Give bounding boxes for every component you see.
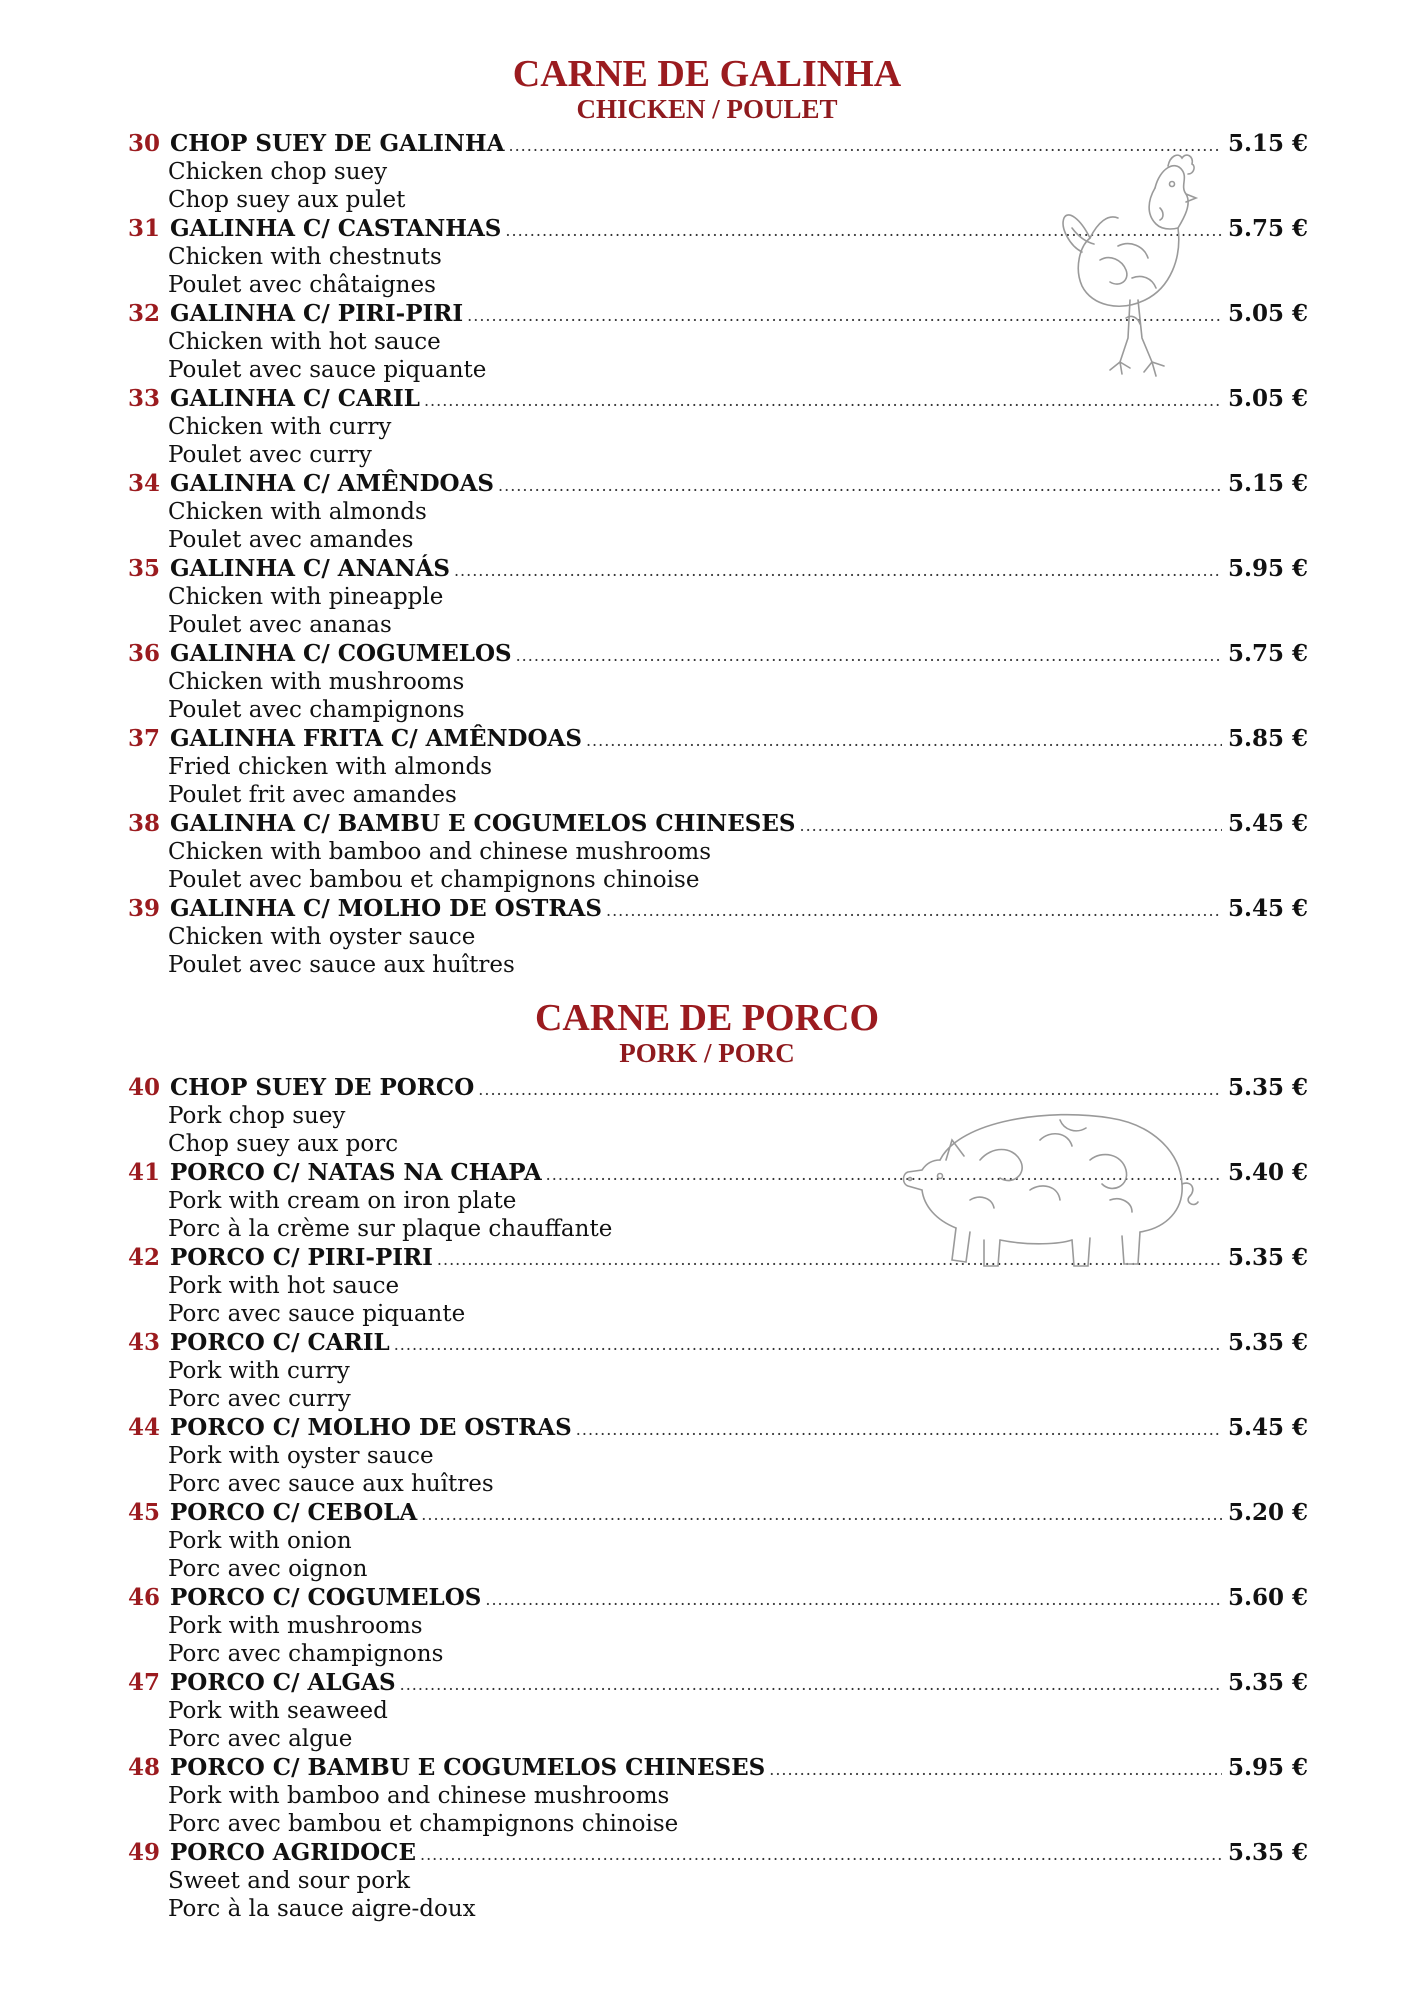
- item-name: PORCO C/ CEBOLA: [170, 1499, 418, 1526]
- item-description-fr: Porc avec bambou et champignons chinoise: [168, 1811, 679, 1837]
- item-description-fr: Porc à la crème sur plaque chauffante: [168, 1216, 613, 1242]
- item-price: 5.35 €: [1227, 1669, 1308, 1696]
- item-description-en: Chicken with bamboo and chinese mushrooms: [168, 839, 712, 865]
- item-description-en: Pork with mushrooms: [168, 1613, 423, 1639]
- item-price: 5.35 €: [1227, 1074, 1308, 1101]
- menu-item: [0, 1159, 1414, 1244]
- menu-item: [0, 1499, 1414, 1584]
- section-title: CARNE DE PORCO: [534, 997, 880, 1039]
- section-subtitle: CHICKEN / POULET: [576, 94, 838, 124]
- menu-item-row: [128, 555, 1308, 584]
- item-number: 38: [128, 810, 161, 837]
- dot-leader: [420, 1845, 1222, 1864]
- item-number: 44: [128, 1414, 161, 1441]
- item-number: 45: [128, 1499, 161, 1526]
- menu-item: [0, 385, 1414, 470]
- item-description-en: Pork chop suey: [168, 1103, 346, 1129]
- pork-section: [0, 998, 1414, 1924]
- item-description-fr: Poulet avec champignons: [168, 697, 465, 723]
- pig-illustration: [900, 1100, 1200, 1270]
- menu-item: [0, 1669, 1414, 1754]
- item-name: GALINHA C/ CARIL: [170, 385, 420, 412]
- item-description-en: Chicken chop suey: [168, 159, 388, 185]
- item-description-fr: Poulet avec bambou et champignons chinoise: [168, 867, 700, 893]
- item-description-fr: Chop suey aux porc: [168, 1131, 399, 1157]
- item-description-en: Pork with hot sauce: [168, 1273, 400, 1299]
- item-name: PORCO C/ NATAS NA CHAPA: [170, 1159, 542, 1186]
- item-number: 37: [128, 725, 161, 752]
- item-number: 49: [128, 1839, 161, 1866]
- item-number: 33: [128, 385, 161, 412]
- item-number: 32: [128, 300, 161, 327]
- menu-item: [0, 1839, 1414, 1924]
- menu-item-row: [128, 1074, 1308, 1103]
- item-description-en: Pork with seaweed: [168, 1698, 388, 1724]
- item-description-fr: Chop suey aux pulet: [168, 187, 406, 213]
- item-description-fr: Poulet avec châtaignes: [168, 272, 436, 298]
- menu-item-row: [128, 810, 1308, 839]
- dot-leader: [478, 1080, 1222, 1099]
- dot-leader: [394, 1335, 1222, 1354]
- item-price: 5.85 €: [1227, 725, 1308, 752]
- item-description-en: Chicken with mushrooms: [168, 669, 465, 695]
- rooster-illustration: [1060, 148, 1200, 398]
- menu-item: [0, 1414, 1414, 1499]
- menu-item: [0, 130, 1414, 215]
- item-description-en: Sweet and sour pork: [168, 1868, 411, 1894]
- item-description-en: Pork with bamboo and chinese mushrooms: [168, 1783, 670, 1809]
- item-description-en: Pork with oyster sauce: [168, 1443, 434, 1469]
- item-description-fr: Porc avec sauce aux huîtres: [168, 1471, 494, 1497]
- menu-item: [0, 1584, 1414, 1669]
- dot-leader: [606, 901, 1222, 920]
- item-name: GALINHA C/ AMÊNDOAS: [170, 470, 495, 497]
- menu-item: [0, 1074, 1414, 1159]
- menu-item: [0, 640, 1414, 725]
- menu-item: [0, 555, 1414, 640]
- item-price: 5.15 €: [1227, 470, 1308, 497]
- item-number: 42: [128, 1244, 161, 1271]
- item-number: 36: [128, 640, 161, 667]
- item-name: PORCO C/ MOLHO DE OSTRAS: [170, 1414, 572, 1441]
- item-price: 5.95 €: [1227, 555, 1308, 582]
- menu-item-row: [128, 1499, 1308, 1528]
- item-description-fr: Poulet avec ananas: [168, 612, 392, 638]
- item-number: 31: [128, 215, 161, 242]
- item-number: 34: [128, 470, 161, 497]
- item-description-fr: Poulet avec sauce aux huîtres: [168, 952, 515, 978]
- item-price: 5.45 €: [1227, 895, 1308, 922]
- dot-leader: [454, 561, 1222, 580]
- item-name: GALINHA FRITA C/ AMÊNDOAS: [170, 725, 582, 752]
- dot-leader: [400, 1675, 1222, 1694]
- menu-item-row: [128, 1754, 1308, 1783]
- menu-item-row: [128, 895, 1308, 924]
- item-number: 40: [128, 1074, 161, 1101]
- dot-leader: [485, 1590, 1222, 1609]
- item-description-en: Chicken with hot sauce: [168, 329, 441, 355]
- dot-leader: [586, 731, 1222, 750]
- item-name: GALINHA C/ PIRI-PIRI: [170, 300, 464, 327]
- item-price: 5.05 €: [1227, 385, 1308, 412]
- dot-leader: [576, 1420, 1222, 1439]
- item-number: 46: [128, 1584, 161, 1611]
- item-description-fr: Poulet avec curry: [168, 442, 372, 468]
- menu-item-row: [128, 470, 1308, 499]
- item-name: GALINHA C/ CASTANHAS: [170, 215, 502, 242]
- menu-item-row: [128, 1414, 1308, 1443]
- menu-item-row: [128, 725, 1308, 754]
- item-name: PORCO C/ ALGAS: [170, 1669, 396, 1696]
- item-description-en: Chicken with pineapple: [168, 584, 444, 610]
- item-description-fr: Porc avec oignon: [168, 1556, 368, 1582]
- item-name: PORCO AGRIDOCE: [170, 1839, 416, 1866]
- item-name: PORCO C/ COGUMELOS: [170, 1584, 482, 1611]
- item-price: 5.35 €: [1227, 1329, 1308, 1356]
- item-name: PORCO C/ BAMBU E COGUMELOS CHINESES: [170, 1754, 766, 1781]
- dot-leader: [421, 1505, 1222, 1524]
- menu-item-row: [128, 1839, 1308, 1868]
- menu-item-row: [128, 1584, 1308, 1613]
- item-price: 5.35 €: [1227, 1244, 1308, 1271]
- item-description-en: Chicken with almonds: [168, 499, 427, 525]
- dot-leader: [799, 816, 1221, 835]
- chicken-section: [0, 54, 1414, 980]
- menu-item: [0, 725, 1414, 810]
- item-description-fr: Porc à la sauce aigre-doux: [168, 1896, 476, 1922]
- item-price: 5.45 €: [1227, 810, 1308, 837]
- item-number: 41: [128, 1159, 161, 1186]
- menu-item: [0, 1754, 1414, 1839]
- item-description-fr: Porc avec champignons: [168, 1641, 444, 1667]
- item-description-en: Chicken with curry: [168, 414, 392, 440]
- menu-item-row: [128, 1669, 1308, 1698]
- item-name: PORCO C/ CARIL: [170, 1329, 390, 1356]
- item-price: 5.60 €: [1227, 1584, 1308, 1611]
- menu-item: [0, 1244, 1414, 1329]
- item-name: GALINHA C/ COGUMELOS: [170, 640, 512, 667]
- item-number: 35: [128, 555, 161, 582]
- item-description-en: Chicken with oyster sauce: [168, 924, 476, 950]
- item-description-fr: Poulet avec sauce piquante: [168, 357, 487, 383]
- item-description-en: Chicken with chestnuts: [168, 244, 442, 270]
- menu-list: [0, 1074, 1414, 1924]
- item-price: 5.05 €: [1227, 300, 1308, 327]
- dot-leader: [769, 1760, 1222, 1779]
- section-subtitle: PORK / PORC: [619, 1038, 795, 1068]
- item-name: CHOP SUEY DE PORCO: [170, 1074, 475, 1101]
- menu-item: [0, 300, 1414, 385]
- item-description-en: Pork with cream on iron plate: [168, 1188, 517, 1214]
- item-number: 39: [128, 895, 161, 922]
- item-description-fr: Poulet frit avec amandes: [168, 782, 457, 808]
- item-price: 5.75 €: [1227, 640, 1308, 667]
- dot-leader: [498, 476, 1222, 495]
- item-description-fr: Porc avec algue: [168, 1726, 353, 1752]
- section-title: CARNE DE GALINHA: [512, 53, 902, 95]
- item-description-fr: Poulet avec amandes: [168, 527, 414, 553]
- item-name: GALINHA C/ BAMBU E COGUMELOS CHINESES: [170, 810, 796, 837]
- item-price: 5.45 €: [1227, 1414, 1308, 1441]
- item-price: 5.15 €: [1227, 130, 1308, 157]
- menu-item-row: [128, 1329, 1308, 1358]
- item-name: CHOP SUEY DE GALINHA: [170, 130, 505, 157]
- menu-list: [0, 130, 1414, 980]
- item-description-fr: Porc avec curry: [168, 1386, 351, 1412]
- item-price: 5.20 €: [1227, 1499, 1308, 1526]
- menu-item: [0, 470, 1414, 555]
- item-number: 43: [128, 1329, 161, 1356]
- item-price: 5.35 €: [1227, 1839, 1308, 1866]
- item-price: 5.40 €: [1227, 1159, 1308, 1186]
- item-number: 30: [128, 130, 161, 157]
- item-price: 5.95 €: [1227, 1754, 1308, 1781]
- menu-item: [0, 810, 1414, 895]
- menu-item: [0, 215, 1414, 300]
- item-description-en: Pork with curry: [168, 1358, 350, 1384]
- item-description-en: Fried chicken with almonds: [168, 754, 493, 780]
- dot-leader: [516, 646, 1222, 665]
- item-price: 5.75 €: [1227, 215, 1308, 242]
- item-name: GALINHA C/ MOLHO DE OSTRAS: [170, 895, 602, 922]
- menu-item: [0, 1329, 1414, 1414]
- menu-item: [0, 895, 1414, 980]
- item-number: 47: [128, 1669, 161, 1696]
- item-name: PORCO C/ PIRI-PIRI: [170, 1244, 433, 1271]
- item-number: 48: [128, 1754, 161, 1781]
- menu-item-row: [128, 640, 1308, 669]
- item-description-en: Pork with onion: [168, 1528, 352, 1554]
- item-description-fr: Porc avec sauce piquante: [168, 1301, 466, 1327]
- item-name: GALINHA C/ ANANÁS: [170, 555, 450, 582]
